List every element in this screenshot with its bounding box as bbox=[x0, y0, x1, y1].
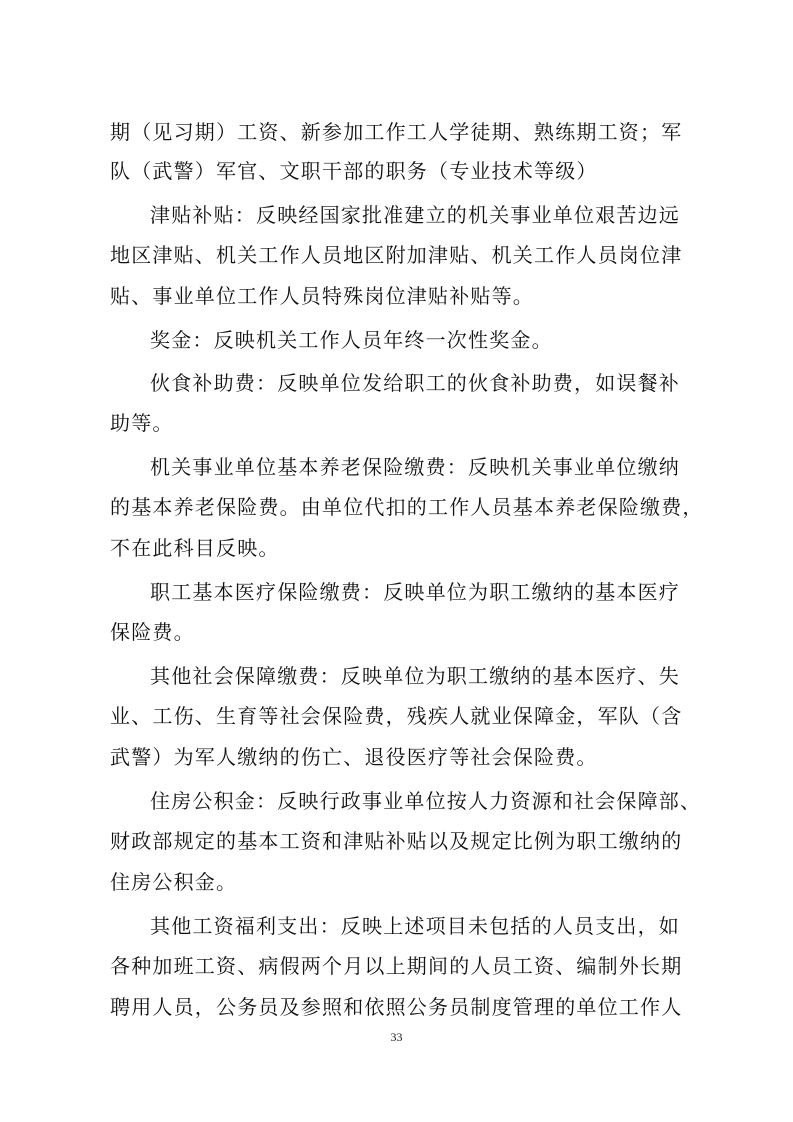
text-line: 住房公积金。 bbox=[110, 870, 238, 894]
paragraph-start-other-welfare: 其他工资福利支出：反映上述项目未包括的人员支出，如 bbox=[150, 914, 680, 938]
paragraph-start-pension: 机关事业单位基本养老保险缴费：反映机关事业单位缴纳 bbox=[150, 455, 680, 479]
text-line: 保险费。 bbox=[110, 620, 195, 644]
text-line: 队（武警）军官、文职干部的职务（专业技术等级） bbox=[110, 159, 598, 183]
paragraph-start-other-social: 其他社会保障缴费：反映单位为职工缴纳的基本医疗、失 bbox=[150, 664, 680, 688]
paragraph-start-allowances: 津贴补贴：反映经国家批准建立的机关事业单位艰苦边远 bbox=[150, 203, 680, 227]
text-line: 各种加班工资、病假两个月以上期间的人员工资、编制外长期 bbox=[110, 954, 683, 978]
text-line: 助等。 bbox=[110, 411, 174, 435]
text-line: 不在此科目反映。 bbox=[110, 536, 280, 560]
text-line: 业、工伤、生育等社会保险费，残疾人就业保障金，军队（含 bbox=[110, 704, 683, 728]
page-number: 33 bbox=[390, 1030, 403, 1044]
paragraph-start-bonus: 奖金：反映机关工作人员年终一次性奖金。 bbox=[150, 328, 553, 352]
text-line: 贴、事业单位工作人员特殊岗位津贴补贴等。 bbox=[110, 284, 534, 308]
text-line: 地区津贴、机关工作人员地区附加津贴、机关工作人员岗位津 bbox=[110, 243, 683, 267]
paragraph-start-meal-subsidy: 伙食补助费：反映单位发给职工的伙食补助费，如误餐补 bbox=[150, 371, 680, 395]
text-line: 财政部规定的基本工资和津贴补贴以及规定比例为职工缴纳的 bbox=[110, 829, 683, 853]
text-line: 的基本养老保险费。由单位代扣的工作人员基本养老保险缴费， bbox=[110, 495, 704, 519]
paragraph-start-medical: 职工基本医疗保险缴费：反映单位为职工缴纳的基本医疗 bbox=[150, 580, 680, 604]
text-line: 期（见习期）工资、新参加工作工人学徒期、熟练期工资；军 bbox=[110, 120, 683, 144]
text-line: 武警）为军人缴纳的伤亡、退役医疗等社会保险费。 bbox=[110, 745, 598, 769]
text-line: 聘用人员，公务员及参照和依照公务员制度管理的单位工作人 bbox=[110, 995, 683, 1019]
paragraph-start-housing-fund: 住房公积金：反映行政事业单位按人力资源和社会保障部、 bbox=[150, 789, 702, 813]
